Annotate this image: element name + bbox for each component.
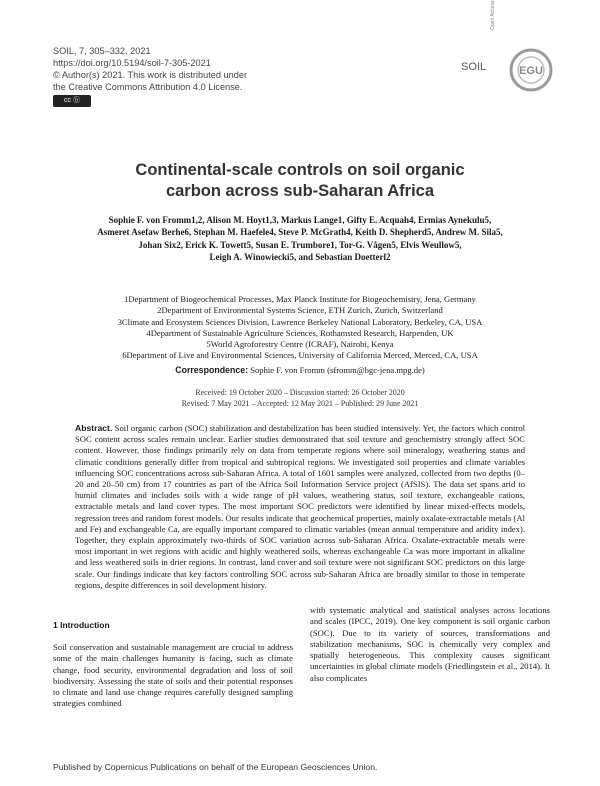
- egu-text: EGU: [519, 65, 543, 77]
- abstract-text: Soil organic carbon (SOC) stabilization and destabilization has been studied intensively. Yet, the factors which control SOC content across scales remain unclear. Earlier studies demonstrated that soil texture and geochemistry strongly affect SOC content. However, those findings primarily rely on data from temperate regions where soil mineralogy, weathering status and climatic conditions generally differ from tropical and subtropical regions. We investigated soil properties and climate variables influencing SOC concentrations across sub-Saharan Africa. A total of 1601 samples were analyzed, collected from two depths (0–20 and 20–50 cm) from 17 countries as part of the Africa Soil Information Service project (AfSIS). The data set spans arid to humid climates and includes soils with a wide range of pH values, weathering status, soil texture, exchangeable cations, extractable metals and land cover types. The most important SOC predictors were identified by linear mixed-effects models, regression trees and random forest models. Our results indicate that geochemical properties, mainly oxalate-extractable metals (Al and Fe) and exchangeable Ca, are equally important compared to climatic variables (mean annual temperature and aridity index). Together, they explain approximately two-thirds of SOC variation across sub-Saharan Africa. Oxalate-extractable metals were most important in wet regions with acidic and highly weathered soils, whereas exchangeable Ca was more important in alkaline and less weathered soils in drier regions. In contrast, land cover and soil texture were not significant SOC predictors on this large scale. Our findings indicate that key factors controlling SOC across sub-Saharan Africa are broadly similar to those in temperate regions, despite differences in soil development history.: [75, 423, 525, 590]
- affiliation: 5World Agroforestry Centre (ICRAF), Nairobi, Kenya: [206, 339, 394, 350]
- dates-line-1: Received: 19 October 2020 – Discussion started: 26 October 2020: [195, 388, 405, 397]
- author-list: [75, 214, 525, 264]
- copyright-line-2: the Creative Commons Attribution 4.0 License.: [53, 82, 243, 92]
- intro-column-left: Soil conservation and sustainable management are crucial to address some of the main challenges humanity is facing, such as climate change, food security, environmental degradation and loss of soil biodiversity. Assessing the state of soils and their potential responses to climate and land use change requires carefully designed sampling strategies combined: [53, 642, 293, 709]
- section-heading-introduction: 1 Introduction: [53, 620, 110, 630]
- abstract-label: Abstract.: [75, 423, 113, 433]
- cc-by-badge[interactable]: cc ⓑ: [53, 95, 91, 107]
- author-line: Johan Six2, Erick K. Towett5, Susan E. Trumbore1, Tor-G. Vågen5, Elvis Weullow5,: [138, 239, 462, 250]
- title-line-2: carbon across sub-Saharan Africa: [165, 182, 435, 200]
- abstract: [75, 423, 525, 591]
- affiliations: [60, 294, 540, 362]
- author-line: Sophie F. von Fromm1,2, Alison M. Hoyt1,3, Markus Lange1, Gifty E. Acquah4, Ermias Aynekulu5,: [108, 215, 492, 225]
- affiliation: 1Department of Biogeochemical Processes, Max Planck Institute for Biogeochemistry, Jena, Germany: [124, 294, 476, 304]
- article-metadata: [53, 45, 247, 93]
- affiliation: 2Department of Environmental Systems Science, ETH Zurich, Zurich, Switzerland: [157, 305, 443, 316]
- correspondence-text: Sophie F. von Fromm (sfromm@bgc-jena.mpg.de): [250, 365, 425, 375]
- title-line-1: Continental-scale controls on soil organic: [135, 161, 465, 179]
- paper-title: [60, 160, 540, 202]
- author-line: Asmeret Asefaw Berhe6, Stephan M. Haefele4, Steve P. McGrath4, Keith D. Shepherd5, Andrew M. Sila5,: [97, 227, 503, 238]
- intro-column-right: with systematic analytical and statistical analyses across locations and scales (IPCC, 2019). One key component is soil organic carbon (SOC). Due to its variety of sources, transformations and stabilization mechanisms, SOC is chemically very complex and spatially heterogeneous. This complexity causes significant uncertainties in global climate models (Friedlingstein et al., 2014). It also complicates: [310, 605, 550, 683]
- publication-dates: [60, 387, 540, 409]
- journal-citation: SOIL, 7, 305–332, 2021: [53, 46, 151, 56]
- journal-short-name: SOIL: [461, 61, 487, 73]
- affiliation: 4Department of Sustainable Agriculture Sciences, Rothamsted Research, Harpenden, UK: [146, 327, 454, 338]
- affiliation: 6Department of Live and Environmental Sciences, University of California Merced, Merced, CA, USA: [122, 350, 478, 361]
- author-line: Leigh A. Winowiecki5, and Sebastian Doetterl2: [209, 252, 391, 263]
- open-access-label: Open Access: [490, 0, 496, 30]
- correspondence: [60, 365, 540, 375]
- copyright-line-1: © Author(s) 2021. This work is distributed under: [53, 70, 248, 80]
- doi-link[interactable]: https://doi.org/10.5194/soil-7-305-2021: [53, 58, 211, 68]
- dates-line-2: Revised: 7 May 2021 – Accepted: 12 May 2021 – Published: 29 June 2021: [181, 399, 419, 408]
- affiliation: 3Climate and Ecosystem Sciences Division, Lawrence Berkeley National Laboratory, Berkeley, CA, USA: [117, 316, 483, 327]
- correspondence-label: Correspondence:: [175, 365, 249, 375]
- publisher-footer: Published by Copernicus Publications on behalf of the European Geosciences Union.: [53, 762, 378, 772]
